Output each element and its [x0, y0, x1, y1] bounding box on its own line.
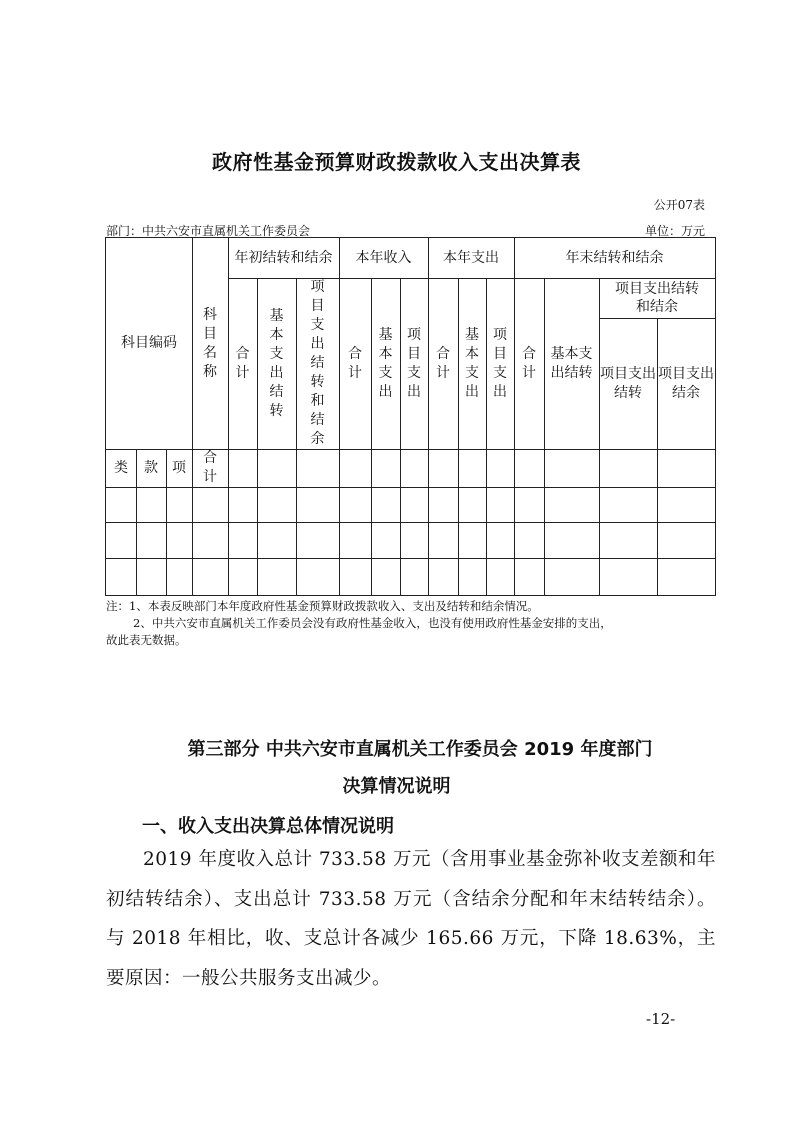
note-1: 注：1、本表反映部门本年度政府性基金预算财政拨款收入、支出及结转和结余情况。 [106, 599, 539, 613]
grid-line [106, 558, 715, 559]
header-begin-carry: 年初结转和结余 [234, 250, 333, 266]
note-2: 2、中共六安市直属机关工作委员会没有政府性基金收入，也没有使用政府性基金安排的支出， [133, 616, 612, 630]
header-expense-basic: 基本支出 [465, 326, 479, 400]
header-end-basic: 基本支出结转 [550, 345, 593, 381]
header-expense-project: 项目支出 [493, 326, 507, 400]
header-end-total: 合计 [522, 345, 536, 381]
note-3: 故此表无数据。 [106, 633, 187, 647]
grid-line [106, 522, 715, 523]
table-title: 政府性基金预算财政拨款收入支出决算表 [212, 150, 581, 174]
header-income: 本年收入 [355, 249, 412, 266]
section-title: 第三部分 中共六安市直属机关工作委员会 2019 年度部门 [187, 739, 653, 760]
header-end-project-carry: 项目支出结转 [600, 365, 656, 401]
cell-sum: 合计 [203, 450, 217, 485]
department-label: 部门：中共六安市直属机关工作委员会 [106, 224, 311, 238]
header-end-carry: 年末结转和结余 [565, 249, 664, 266]
header-begin-basic: 基本支出结转 [269, 307, 284, 419]
header-begin-project: 项目支出结转和结余 [310, 279, 325, 447]
header-expense: 本年支出 [443, 249, 499, 266]
header-subject-name: 科目名称 [203, 306, 217, 380]
header-end-project-surplus: 项目支出结余 [658, 365, 714, 401]
header-end-project-group: 项目支出结转和结余 [615, 281, 699, 315]
section-heading: 一、收入支出决算总体情况说明 [142, 816, 394, 837]
cell-section: 款 [144, 459, 158, 476]
form-code: 公开07表 [653, 198, 705, 212]
header-subject-code: 科目编码 [121, 335, 177, 351]
cell-class: 类 [114, 459, 128, 476]
header-income-basic: 基本支出 [378, 326, 393, 400]
page-number: -12- [646, 1010, 676, 1028]
header-income-project: 项目支出 [407, 326, 421, 400]
unit-label: 单位：万元 [644, 224, 705, 238]
cell-item: 项 [172, 459, 186, 476]
table-notes [106, 598, 716, 649]
header-begin-total: 合计 [235, 345, 250, 381]
header-income-total: 合计 [348, 345, 362, 381]
grid-line [106, 487, 715, 488]
header-expense-total: 合计 [436, 345, 450, 381]
section-subtitle: 决算情况说明 [342, 776, 451, 797]
section-paragraph: 2019 年度收入总计 733.58 万元（含用事业基金弥补收支差额和年初结转结余）、支出总计 733.58 万元（含结余分配和年末结转结余）。与 2018 年相比，收、支总计各减少 165.66 万元，下降 18.63%，主要原因：一般公共服务支出减少。 [106, 849, 716, 989]
budget-table [105, 237, 716, 596]
